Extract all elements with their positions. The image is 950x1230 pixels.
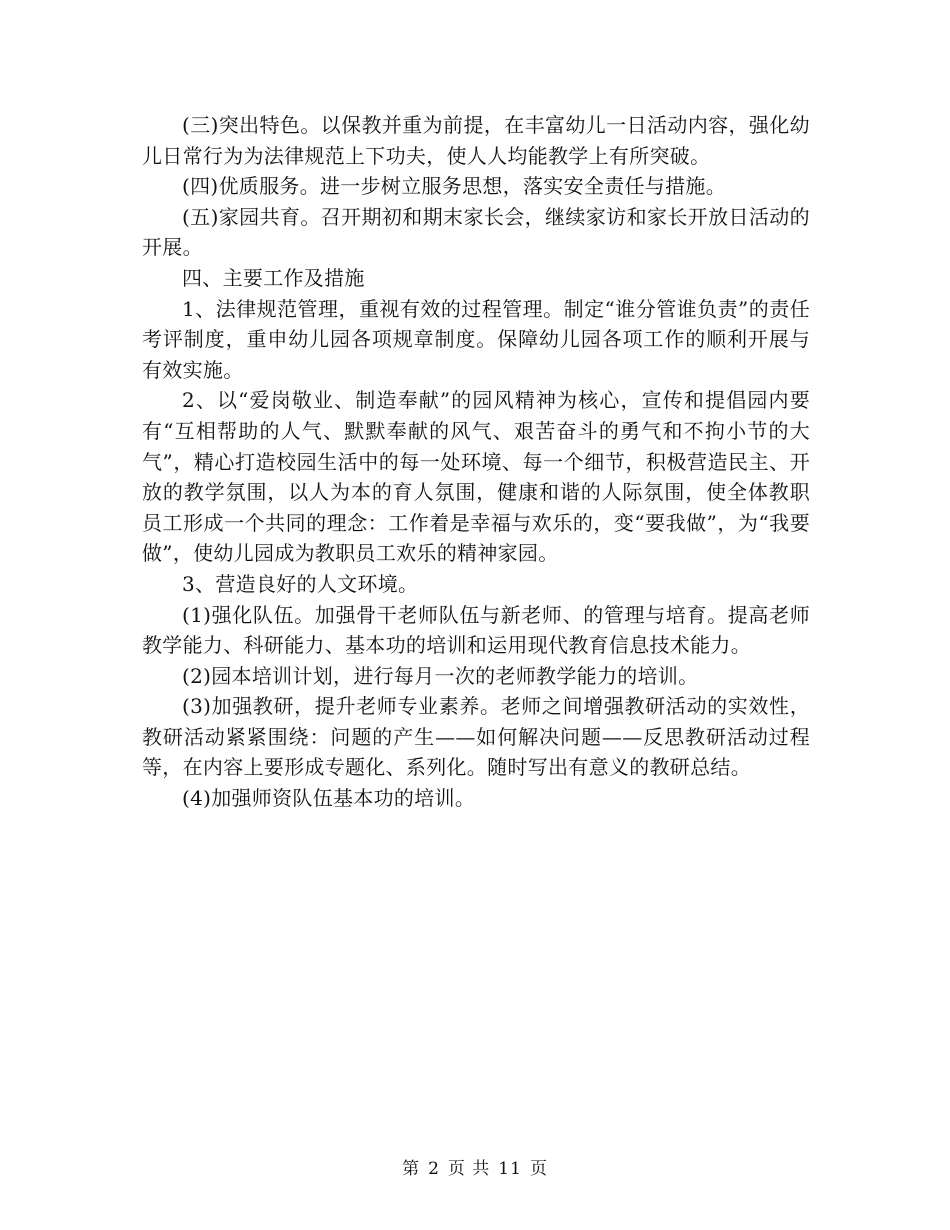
footer-prefix: 第 [402,1159,421,1179]
paragraph-5-home-school: (五)家园共育。召开期初和期末家长会，继续家访和家长开放日活动的开展。 [142,204,810,260]
paragraph-sub-2: (2)园本培训计划，进行每月一次的老师教学能力的培训。 [182,663,699,688]
paragraph-sub-3: (3)加强教研，提升老师专业素养。老师之间增强教研活动的实效性，教研活动紧紧围绕：问题的产生——如何解决问题——反思教研活动过程等，在内容上要形成专题化、系列化。随时写出有意义的教研总结。 [142,694,810,780]
page-footer [0,1154,950,1179]
paragraph-3-highlight: (三)突出特色。以保教并重为前提，在丰富幼儿一日活动内容，强化幼儿日常行为为法律规范上下功夫，使人人均能教学上有所突破。 [142,113,810,168]
footer-suffix: 页 [529,1159,548,1179]
paragraph-item-1: 1、法律规范管理，重视有效的过程管理。制定“谁分管谁负责”的责任考评制度，重申幼儿园各项规章制度。保障幼儿园各项工作的顺利开展与有效实施。 [142,296,810,382]
paragraph-4-service: (四)优质服务。进一步树立服务思想，落实安全责任与措施。 [182,174,727,199]
paragraph-sub-4: (4)加强师资队伍基本功的培训。 [182,786,476,811]
footer-page-number: 2 [428,1159,440,1179]
footer-middle: 页 共 [447,1159,491,1179]
paragraph-item-3: 3、营造良好的人文环境。 [182,571,419,596]
paragraph-item-2: 2、以“爱岗敬业、制造奉献”的园风精神为核心，宣传和提倡园内要有“互相帮助的人气、默默奉献的风气、艰苦奋斗的勇气和不拘小节的大气”，精心打造校园生活中的每一处环境、每一个细节，积极营造民主、开放的教学氛围，以人为本的育人氛围，健康和谐的人际氛围，使全体教职员工形成一个共同的理念：工作着是幸福与欢乐的，变“要我做”，为“我要做”，使幼儿园成为教职员工欢乐的精神家园。 [142,388,810,566]
footer-total-pages: 11 [498,1159,522,1179]
paragraph-sub-1: (1)强化队伍。加强骨干老师队伍与新老师、的管理与培育。提高老师教学能力、科研能力、基本功的培训和运用现代教育信息技术能力。 [142,602,810,658]
document-body [142,110,810,814]
section-heading-main-work: 四、主要工作及措施 [182,265,365,290]
